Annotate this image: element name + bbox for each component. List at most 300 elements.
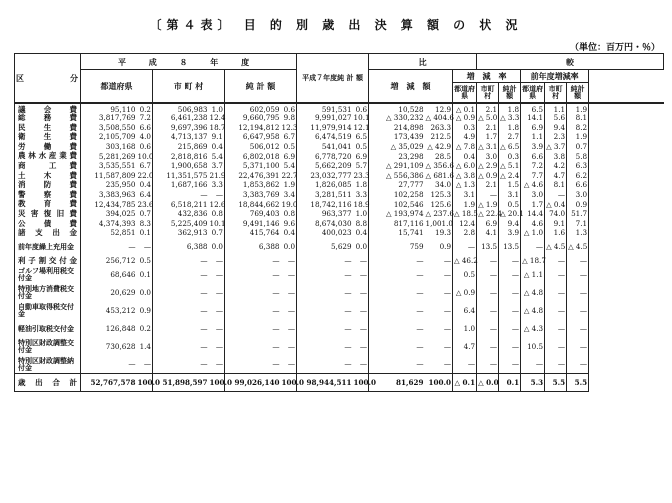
- cell-pp: 4.0: [137, 132, 153, 142]
- table-row: [15, 151, 664, 161]
- cell-mp: 0.8: [209, 209, 225, 219]
- table-row: [15, 209, 664, 219]
- cell-h7p: —: [353, 283, 369, 301]
- cell-dp: △ 404.6: [425, 113, 454, 123]
- cell-qp: △ 18.7: [522, 255, 546, 265]
- cell-rp: 1.9: [453, 199, 477, 209]
- header-muni: 市 町 村: [153, 70, 225, 103]
- cell-h7p: 5.7: [353, 161, 369, 171]
- cell-np: 6.9: [281, 151, 297, 161]
- cell-h7v: —: [297, 301, 353, 319]
- row-label: 教 育 費: [15, 199, 81, 209]
- cell-nv: 9,660,795: [225, 113, 281, 123]
- cell-dv: —: [369, 301, 425, 319]
- cell-qm: —: [545, 337, 567, 355]
- cell-mv: 6,461,238: [153, 113, 209, 123]
- cell-rn: 1.8: [499, 123, 521, 133]
- cell-mp: —: [209, 337, 225, 355]
- table-row: [15, 301, 664, 319]
- cell-nv: —: [225, 355, 281, 373]
- table-row: [15, 103, 664, 114]
- cell-nv: 1,853,862: [225, 180, 281, 190]
- cell-qn: 6.2: [567, 171, 589, 181]
- cell-qn: △ 4.5: [567, 238, 589, 256]
- cell-rn: —: [499, 319, 521, 337]
- cell-rn: —: [499, 265, 521, 283]
- cell-rn: △ 5.1: [500, 161, 520, 171]
- cell-h7p: —: [353, 301, 369, 319]
- cell-mp: 1.0: [209, 103, 225, 114]
- cell-mp: 0.0: [209, 238, 225, 256]
- cell-rn: —: [499, 355, 521, 373]
- cell-np: 19.0: [281, 199, 298, 209]
- cell-pv: 235,950: [81, 180, 137, 190]
- cell-mv: 9,697,396: [153, 123, 209, 133]
- header-rate-pref: 都道府県: [453, 83, 477, 103]
- cell-qn: 1.9: [567, 132, 589, 142]
- header-net: 純 計 額: [225, 70, 297, 103]
- cell-rp: △ 46.2: [454, 255, 478, 265]
- cell-pv: 730,628: [81, 337, 137, 355]
- cell-pv: 52,851: [81, 228, 137, 238]
- cell-pv: 4,374,393: [81, 219, 137, 229]
- cell-nv: 22,476,391: [225, 171, 281, 181]
- table-header: [15, 54, 664, 103]
- cell-rp: △ 18.5: [454, 209, 478, 219]
- row-label: 特別区財政調整納付金: [15, 355, 81, 373]
- cell-rm: 2.1: [477, 180, 499, 190]
- cell-qm: 9.4: [545, 123, 567, 133]
- cell-pv: 11,587,809: [81, 171, 137, 181]
- cell-dp: —: [425, 337, 453, 355]
- cell-qm: 5.6: [545, 113, 567, 123]
- cell-h7v: 400,023: [297, 228, 353, 238]
- cell-pp: 0.5: [137, 256, 153, 266]
- cell-rp: 3.1: [453, 190, 477, 200]
- cell-dp: 212.5: [425, 132, 453, 142]
- cell-dv: △ 193,974: [369, 209, 425, 219]
- cell-np: 22.7: [281, 170, 298, 180]
- cell-mv: —: [153, 265, 209, 283]
- header-kubun: 区 分: [15, 54, 81, 103]
- cell-dp: —: [425, 301, 453, 319]
- cell-rp: —: [453, 238, 477, 256]
- cell-nv: —: [225, 319, 281, 337]
- cell-mp: 10.1: [209, 218, 226, 228]
- cell-dp: 0.9: [425, 238, 453, 256]
- cell-rm: —: [477, 319, 499, 337]
- cell-np: 12.3: [281, 122, 298, 132]
- cell-np: 6.7: [281, 132, 297, 142]
- cell-mv: 362,913: [153, 228, 209, 238]
- cell-nv: 6,388: [225, 238, 281, 256]
- cell-dv: 27,777: [369, 180, 425, 190]
- cell-dv: —: [369, 265, 425, 283]
- row-label: 諸 支 出 金: [15, 228, 81, 238]
- cell-pv: 256,712: [81, 256, 137, 266]
- cell-mv: —: [153, 301, 209, 319]
- cell-dp: △ 237.6: [425, 209, 454, 219]
- header-h8: 平 成 ８ 年 度: [81, 54, 297, 70]
- cell-rp: △ 1.3: [453, 180, 477, 190]
- cell-rp: △ 0.9: [453, 113, 477, 123]
- cell-dp: 34.0: [425, 180, 453, 190]
- table-row: [15, 180, 664, 190]
- cell-qp: 6.5: [521, 103, 545, 114]
- cell-nv: 6,647,958: [225, 132, 281, 142]
- cell-qm: 1.6: [545, 228, 567, 238]
- cell-h7v: 6,474,519: [297, 132, 353, 142]
- cell-rp: △ 7.8: [453, 142, 477, 152]
- table-row: [15, 283, 664, 301]
- table-row: [15, 161, 664, 171]
- cell-rn: —: [499, 256, 521, 266]
- cell-h7p: 12.1: [353, 122, 370, 132]
- cell-qn: 1.3: [567, 228, 589, 238]
- cell-rn: 0.1: [499, 373, 521, 391]
- cell-dv: 10,528: [369, 103, 425, 114]
- cell-dp: —: [425, 355, 453, 373]
- cell-qm: —: [545, 319, 567, 337]
- cell-np: 0.6: [281, 103, 297, 114]
- cell-nv: —: [225, 337, 281, 355]
- cell-mv: 432,836: [153, 209, 209, 219]
- cell-mv: 1,687,166: [153, 180, 209, 190]
- cell-h7p: 0.6: [353, 103, 369, 114]
- cell-qp: —: [521, 238, 545, 256]
- cell-pv: 394,025: [81, 209, 137, 219]
- cell-rp: △ 6.0: [453, 161, 477, 171]
- cell-mv: —: [153, 190, 209, 200]
- table-row: [15, 355, 664, 373]
- cell-mp: —: [209, 355, 225, 373]
- cell-rm: △ 2.9: [478, 161, 498, 171]
- cell-mp: 3.3: [209, 180, 225, 190]
- cell-rm: 13.5: [477, 238, 499, 256]
- table-row: [15, 238, 664, 256]
- header-rate-muni: 市町村: [477, 83, 499, 103]
- cell-pv: 12,434,785: [81, 199, 137, 209]
- cell-qm: —: [545, 301, 567, 319]
- cell-mv: 506,983: [153, 103, 209, 114]
- cell-h7p: 0.4: [353, 228, 369, 238]
- row-label: 災害復旧費: [15, 209, 81, 219]
- cell-nv: 769,403: [225, 209, 281, 219]
- cell-h7v: 11,979,914: [297, 123, 353, 133]
- cell-pp: 6.7: [137, 161, 153, 171]
- cell-rp: △ 0.9: [453, 283, 477, 301]
- cell-dv: 81,629: [369, 373, 425, 391]
- cell-nv: 415,764: [225, 228, 281, 238]
- cell-qp: 4.6: [521, 219, 545, 229]
- cell-nv: 602,059: [225, 103, 281, 114]
- cell-qp: 1.1: [521, 132, 545, 142]
- cell-rn: 3.1: [499, 190, 521, 200]
- cell-rn: △ 2.4: [500, 170, 520, 180]
- cell-rm: 4.1: [477, 228, 499, 238]
- cell-rn: 0.5: [499, 199, 521, 209]
- cell-qm: 1.1: [545, 103, 567, 114]
- cell-mp: 18.7: [209, 122, 226, 132]
- table-row: [15, 123, 664, 133]
- cell-qp: 3.9: [521, 142, 545, 152]
- cell-h7p: 100.0: [353, 373, 369, 391]
- cell-qm: —: [545, 355, 567, 373]
- cell-pp: 6.4: [137, 190, 153, 200]
- cell-np: —: [281, 265, 297, 283]
- cell-dv: 817,116: [369, 219, 425, 229]
- cell-h7v: 5,629: [297, 238, 353, 256]
- cell-rm: △ 5.0: [478, 113, 498, 123]
- cell-rn: 3.9: [499, 228, 521, 238]
- cell-qn: 0.7: [567, 142, 589, 152]
- cell-dp: 28.5: [425, 151, 453, 161]
- cell-h7p: —: [353, 256, 369, 266]
- cell-rn: △ 6.5: [500, 141, 520, 151]
- cell-h7p: 23.3: [353, 170, 370, 180]
- cell-pv: 20,629: [81, 283, 137, 301]
- cell-dp: —: [425, 319, 453, 337]
- cell-rp: 0.4: [453, 151, 477, 161]
- table-row: [15, 171, 664, 181]
- cell-mv: 4,713,137: [153, 132, 209, 142]
- cell-rm: —: [477, 190, 499, 200]
- cell-qp: 6.6: [521, 151, 545, 161]
- cell-h7v: 963,377: [297, 209, 353, 219]
- cell-dv: △ 330,232: [369, 113, 425, 123]
- cell-h7v: —: [297, 283, 353, 301]
- cell-mp: —: [209, 319, 225, 337]
- cell-dv: —: [369, 355, 425, 373]
- cell-qn: 8.2: [567, 123, 589, 133]
- cell-rm: 3.0: [477, 151, 499, 161]
- cell-mv: 51,898,597: [153, 373, 209, 391]
- cell-pv: 5,281,269: [81, 151, 137, 161]
- cell-dp: 1,001.0: [425, 218, 453, 228]
- cell-rn: —: [499, 301, 521, 319]
- cell-h7v: —: [297, 355, 353, 373]
- cell-qp: 14.1: [521, 113, 545, 123]
- header-prev-rate: 前年度増減率: [521, 70, 589, 83]
- cell-qm: △ 0.4: [546, 199, 566, 209]
- cell-qn: 5.8: [567, 151, 589, 161]
- cell-np: 9.6: [281, 219, 297, 229]
- cell-rp: △ 0.1: [453, 103, 477, 114]
- cell-rm: △ 0.0: [477, 373, 499, 391]
- cell-dv: —: [369, 256, 425, 266]
- cell-qp: —: [521, 355, 545, 373]
- cell-pp: 0.2: [137, 319, 153, 337]
- cell-mp: 9.1: [209, 132, 225, 142]
- cell-mv: —: [153, 256, 209, 266]
- cell-pv: 126,848: [81, 319, 137, 337]
- cell-mp: 12.6: [209, 199, 226, 209]
- cell-dp: 263.3: [425, 123, 453, 133]
- table-row: [15, 228, 664, 238]
- cell-nv: 3,383,769: [225, 190, 281, 200]
- cell-h7v: —: [297, 265, 353, 283]
- cell-qn: —: [567, 301, 589, 319]
- cell-nv: 12,194,812: [225, 123, 281, 133]
- cell-pp: 6.6: [137, 123, 153, 133]
- cell-pp: —: [137, 238, 153, 256]
- cell-mp: —: [209, 190, 225, 200]
- cell-pv: 2,105,709: [81, 132, 137, 142]
- cell-dv: 102,258: [369, 190, 425, 200]
- cell-np: 3.4: [281, 190, 297, 200]
- cell-qm: △ 3.7: [546, 141, 566, 151]
- cell-pp: 100.0: [137, 373, 153, 391]
- cell-rm: —: [477, 301, 499, 319]
- cell-dp: —: [425, 283, 453, 301]
- cell-h7p: —: [353, 265, 369, 283]
- cell-h7v: 591,531: [297, 103, 353, 114]
- cell-mp: 3.7: [209, 161, 225, 171]
- cell-pp: 1.4: [137, 337, 153, 355]
- cell-pv: 453,212: [81, 301, 137, 319]
- row-label: 農林水産業費: [15, 151, 81, 161]
- row-label: 衛 生 費: [15, 132, 81, 142]
- cell-dv: △ 291,109: [369, 161, 425, 171]
- cell-np: —: [281, 256, 297, 266]
- cell-pv: 3,508,550: [81, 123, 137, 133]
- cell-np: 0.8: [281, 209, 297, 219]
- cell-pv: 3,535,551: [81, 161, 137, 171]
- cell-mp: —: [209, 256, 225, 266]
- cell-qm: 4.2: [545, 161, 567, 171]
- cell-qp: 10.5: [521, 337, 545, 355]
- table-row: [15, 256, 664, 266]
- cell-h7v: 541,041: [297, 142, 353, 152]
- cell-dv: 214,898: [369, 123, 425, 133]
- cell-qn: 5.5: [567, 373, 589, 391]
- cell-qp: △ 4.3: [521, 319, 545, 337]
- cell-rn: △ 3.3: [500, 113, 520, 123]
- cell-qp: 5.3: [521, 373, 545, 391]
- header-rate: 増 減 率: [453, 70, 521, 83]
- page-title: 〔第４表〕 目 的 別 歳 出 決 算 額 の 状 況: [149, 18, 523, 32]
- cell-qm: —: [545, 283, 567, 301]
- table-row: [15, 219, 664, 229]
- table-body: [15, 103, 664, 392]
- cell-dv: —: [369, 319, 425, 337]
- cell-pv: 52,767,578: [81, 373, 137, 391]
- cell-rn: 0.3: [499, 151, 521, 161]
- cell-dp: —: [425, 256, 453, 266]
- cell-dp: —: [425, 265, 453, 283]
- cell-pp: 0.0: [137, 283, 153, 301]
- cell-qp: △ 1.1: [521, 265, 545, 283]
- table-row: [15, 199, 664, 209]
- row-label: 警 察 費: [15, 190, 81, 200]
- cell-qm: 3.8: [545, 151, 567, 161]
- cell-pp: 0.4: [137, 180, 153, 190]
- cell-mv: —: [153, 355, 209, 373]
- cell-qp: △ 1.0: [521, 228, 545, 238]
- cell-dp: △ 42.9: [425, 142, 453, 152]
- cell-qp: △ 4.8: [521, 283, 545, 301]
- cell-mv: 5,225,409: [153, 219, 209, 229]
- row-label: 歳 出 合 計: [15, 373, 81, 391]
- cell-mp: 0.7: [209, 228, 225, 238]
- cell-mv: —: [153, 319, 209, 337]
- table-row: [15, 265, 664, 283]
- cell-mv: 2,818,816: [153, 151, 209, 161]
- cell-mv: —: [153, 337, 209, 355]
- cell-pp: 22.0: [137, 170, 154, 180]
- cell-np: 0.0: [281, 238, 297, 256]
- row-label: 議 会 費: [15, 103, 81, 114]
- cell-qn: —: [567, 355, 589, 373]
- header-prev-muni: 市町村: [545, 83, 567, 103]
- cell-h7v: —: [297, 337, 353, 355]
- row-label: 民 生 費: [15, 123, 81, 133]
- cell-nv: —: [225, 265, 281, 283]
- cell-dp: 100.0: [425, 373, 453, 391]
- table-row: [15, 337, 664, 355]
- cell-rn: 1.5: [499, 180, 521, 190]
- cell-mp: 21.9: [209, 170, 226, 180]
- cell-qn: —: [567, 319, 589, 337]
- cell-mp: 0.4: [209, 142, 225, 152]
- cell-h7p: 6.5: [353, 132, 369, 142]
- cell-rn: 2.7: [499, 132, 521, 142]
- cell-nv: 506,012: [225, 142, 281, 152]
- cell-rp: △ 0.1: [453, 373, 477, 391]
- cell-qn: 6.6: [567, 180, 589, 190]
- cell-rp: 12.4: [453, 219, 477, 229]
- cell-mv: 6,518,211: [153, 199, 209, 209]
- unit-note: （単位：百万円・％）: [569, 43, 660, 53]
- cell-h7p: 10.1: [353, 113, 370, 123]
- row-label: 消 防 費: [15, 180, 81, 190]
- cell-rn: △ 20.1: [500, 209, 524, 219]
- cell-rm: △ 1.9: [478, 199, 498, 209]
- cell-mp: —: [209, 301, 225, 319]
- cell-pv: —: [81, 355, 137, 373]
- cell-qm: 4.7: [545, 171, 567, 181]
- cell-qp: 1.7: [521, 199, 545, 209]
- cell-h7v: 8,674,030: [297, 219, 353, 229]
- cell-dv: △ 556,386: [369, 171, 425, 181]
- cell-mv: —: [153, 283, 209, 301]
- cell-dv: 173,439: [369, 132, 425, 142]
- cell-rm: △ 0.9: [478, 170, 498, 180]
- table-row: [15, 319, 664, 337]
- cell-nv: —: [225, 283, 281, 301]
- cell-qn: 0.9: [567, 199, 589, 209]
- table-row: [15, 142, 664, 152]
- row-label: 自動車取得税交付金: [15, 301, 81, 319]
- cell-pv: 3,383,963: [81, 190, 137, 200]
- row-label: 特別地方消費税交付金: [15, 283, 81, 301]
- cell-nv: 5,371,100: [225, 161, 281, 171]
- cell-np: 9.8: [281, 113, 297, 123]
- cell-qp: △ 4.8: [521, 301, 545, 319]
- header-kaku: 較: [477, 54, 664, 70]
- cell-rn: 1.8: [499, 103, 521, 114]
- cell-h7p: 0.5: [353, 142, 369, 152]
- cell-np: 0.5: [281, 142, 297, 152]
- cell-dv: 23,298: [369, 151, 425, 161]
- cell-dv: 102,546: [369, 199, 425, 209]
- cell-qm: —: [545, 190, 567, 200]
- cell-h7v: —: [297, 256, 353, 266]
- cell-h7p: 18.9: [353, 199, 370, 209]
- cell-dv: —: [369, 283, 425, 301]
- cell-rp: 0.5: [453, 265, 477, 283]
- cell-pp: 0.6: [137, 142, 153, 152]
